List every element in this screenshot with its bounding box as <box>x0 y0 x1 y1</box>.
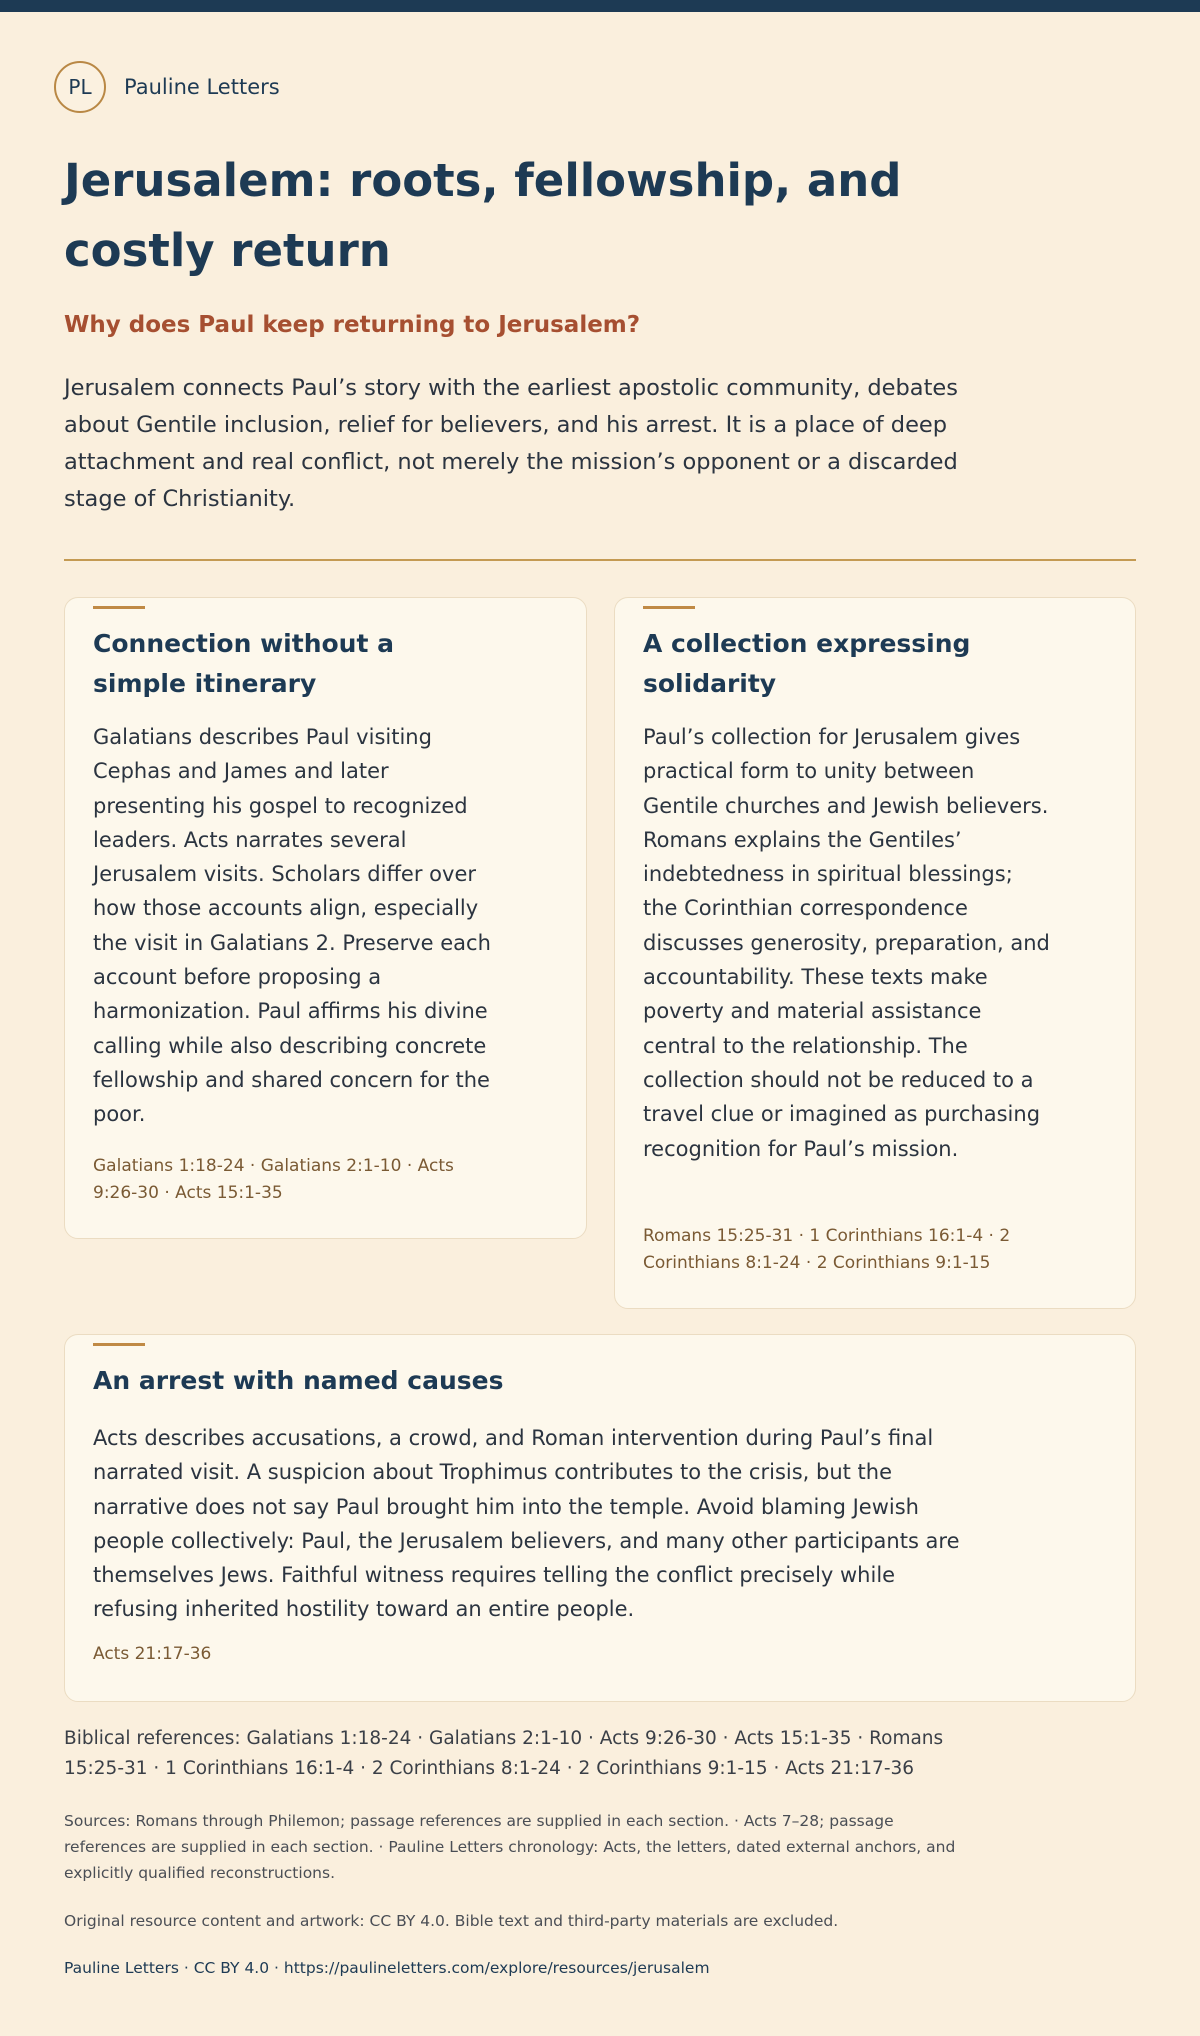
section-divider <box>64 559 1136 561</box>
top-bar <box>0 0 1200 12</box>
footer <box>64 1955 1064 1981</box>
card-heading: A collection expressing solidarity <box>643 629 971 698</box>
license-note: Original resource content and artwork: CC BY 4.0. Bible text and third-party materials are excluded. <box>64 1912 839 1930</box>
card-collection <box>614 597 1136 1309</box>
brand-logo <box>54 61 106 113</box>
brand-initials: PL <box>68 75 92 99</box>
sources-note: Sources: Romans through Philemon; passage references are supplied in each section. · Acts 7–28; passage references are supplied in each section. · Pauline Letters chronology: Acts, the letters, dated external anchors, and explicitly qualified reconstructions. <box>64 1812 956 1882</box>
card-accent <box>643 606 695 609</box>
footer-link[interactable]: https://paulineletters.com/explore/resources/jerusalem <box>283 1959 710 1977</box>
card-arrest <box>64 1334 1136 1702</box>
card-references: Romans 15:25-31 · 1 Corinthians 16:1-4 · 2 Corinthians 8:1-24 · 2 Corinthians 9:1-15 <box>643 1226 1011 1273</box>
card-references: Galatians 1:18-24 · Galatians 2:1-10 · Acts 9:26-30 · Acts 15:1-35 <box>93 1156 454 1203</box>
page-subtitle: Why does Paul keep returning to Jerusalem? <box>64 312 641 338</box>
brand-name: Pauline Letters <box>124 75 280 99</box>
card-body: Paul’s collection for Jerusalem gives practical form to unity between Gentile churches and Jewish believers. Romans explains the Gentiles’ indebtedness in spiritual blessings; the Corinthian correspondence discusses generosity, preparation, and accountability. These texts make poverty and material assistance central to the relationship. The collection should not be reduced to a travel clue or imagined as purchasing recognition for Paul’s mission. <box>643 725 1050 1161</box>
intro-paragraph: Jerusalem connects Paul’s story with the earliest apostolic community, debates about Gentile inclusion, relief for believers, and his arrest. It is a place of deep attachment and real conflict, not merely the mission’s opponent or a discarded stage of Christianity. <box>64 375 958 512</box>
page-title: Jerusalem: roots, fellowship, and costly return <box>64 154 902 277</box>
card-body: Acts describes accusations, a crowd, and Roman intervention during Paul’s final narrated visit. A suspicion about Trophimus contributes to the crisis, but the narrative does not say Paul brought him into the temple. Avoid blaming Jewish people collectively: Paul, the Jerusalem believers, and many other participants are themselves Jews. Faithful witness requires telling the conflict precisely while refusing inherited hostility toward an entire people. <box>93 1426 960 1622</box>
card-heading: Connection without a simple itinerary <box>93 629 395 698</box>
card-connection <box>64 597 587 1239</box>
card-references: Acts 21:17-36 <box>93 1644 212 1664</box>
biblical-references: Biblical references: Galatians 1:18-24 · Galatians 2:1-10 · Acts 9:26-30 · Acts 15:1-35 · Romans 15:25-31 · 1 Corinthians 16:1-4 · 2 Corinthians 8:1-24 · 2 Corinthians 9:1-15 · Acts 21:17-36 <box>64 1728 944 1779</box>
card-accent <box>93 1343 145 1346</box>
footer-prefix: Pauline Letters · CC BY 4.0 · <box>64 1959 284 1977</box>
card-accent <box>93 606 145 609</box>
card-body: Galatians describes Paul visiting Cephas and James and later presenting his gospel to recognized leaders. Acts narrates several Jerusalem visits. Scholars differ over how those accounts align, especially the visit in Galatians 2. Preserve each account before proposing a harmonization. Paul affirms his divine calling while also describing concrete fellowship and shared concern for the poor. <box>93 725 491 1127</box>
card-heading: An arrest with named causes <box>93 1366 504 1395</box>
brand[interactable] <box>54 60 280 114</box>
